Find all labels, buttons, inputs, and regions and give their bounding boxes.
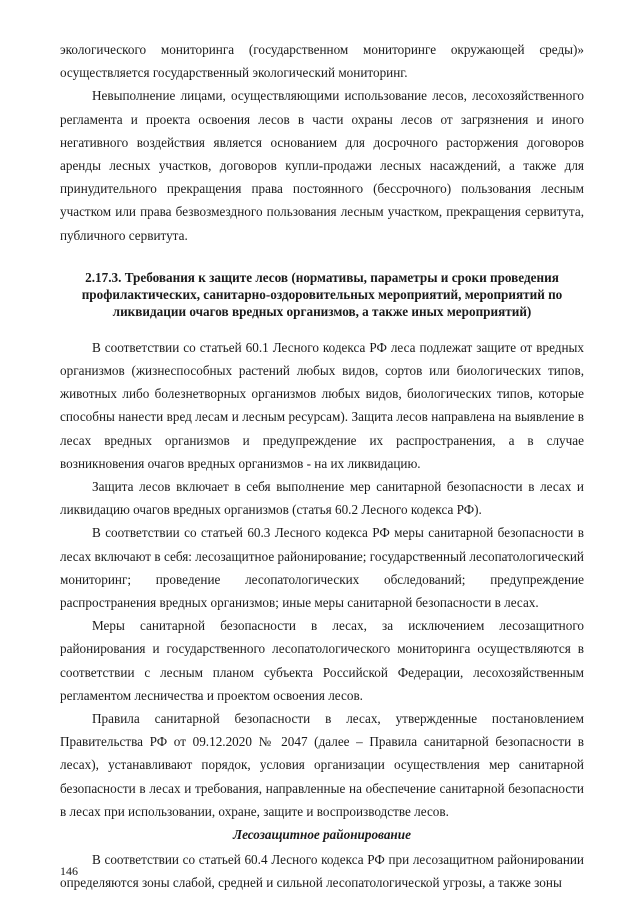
subsection-heading: Лесозащитное районирование (233, 827, 411, 843)
paragraph: Меры санитарной безопасности в лесах, за исключением лесозащитного районирования и государственного лесопатологического мониторинга осуществляются в соответствии с лесным планом субъекта Российской Федерации, лесохозяйственным регламентом лесничества и проектом освоения лесов. (60, 618, 584, 703)
paragraph: В соответствии со статьей 60.4 Лесного кодекса РФ при лесозащитном районировании определяются зоны слабой, средней и сильной лесопатологической угрозы, а также зоны (60, 852, 584, 891)
page-number: 146 (60, 864, 78, 878)
paragraph: В соответствии со статьей 60.1 Лесного кодекса РФ леса подлежат защите от вредных организмов (жизнеспособных растений любых видов, сортов или биологических типов, животных либо болезнетворных организмов любых видов, биологических типов, которые способны нанести вред лесам и лесным ресурсам). Защита лесов направлена на выявление в лесах вредных организмов и предупреждение их распространения, а в случае возникновения очагов вредных организмов - на их ликвидацию. (60, 339, 584, 471)
paragraph: Правила санитарной безопасности в лесах, утвержденные постановлением Правительства РФ от 09.12.2020 № 2047 (далее – Правила санитарной безопасности в лесах), устанавливают порядок, условия организации осуществления мер санитарной безопасности в лесах и требования, направленные на обеспечение санитарной безопасности в лесах при использовании, охране, защите и воспроизводстве лесов. (60, 711, 584, 819)
section-heading: 2.17.3. Требования к защите лесов (нормативы, параметры и сроки проведения профилактических, санитарно-оздоровительных мероприятий, мероприятий по ликвидации очагов вредных организмов, а также иных мероприятий) (81, 269, 563, 319)
paragraph: Защита лесов включает в себя выполнение мер санитарной безопасности в лесах и ликвидацию очагов вредных организмов (статья 60.2 Лесного кодекса РФ). (60, 479, 584, 518)
paragraph: В соответствии со статьей 60.3 Лесного кодекса РФ меры санитарной безопасности в лесах включают в себя: лесозащитное районирование; государственный лесопатологический мониторинг; проведение лесопатологических обследований; предупреждение распространения вредных организмов; иные меры санитарной безопасности в лесах. (60, 525, 584, 611)
paragraph: Невыполнение лицами, осуществляющими использование лесов, лесохозяйственного регламента и проекта освоения лесов в части охраны лесов от загрязнения и иного негативного воздействия является основанием для досрочного расторжения договоров аренды лесных участков, договоров купли-продажи лесных насаждений, а также для принудительного прекращения права постоянного (бессрочного) пользования лесным участком или права безвозмездного пользования лесным участком, прекращения сервитута, публичного сервитута. (60, 88, 584, 243)
paragraph: экологического мониторинга (государственном мониторинге окружающей среды)» осуществляется государственный экологический мониторинг. (60, 42, 584, 81)
